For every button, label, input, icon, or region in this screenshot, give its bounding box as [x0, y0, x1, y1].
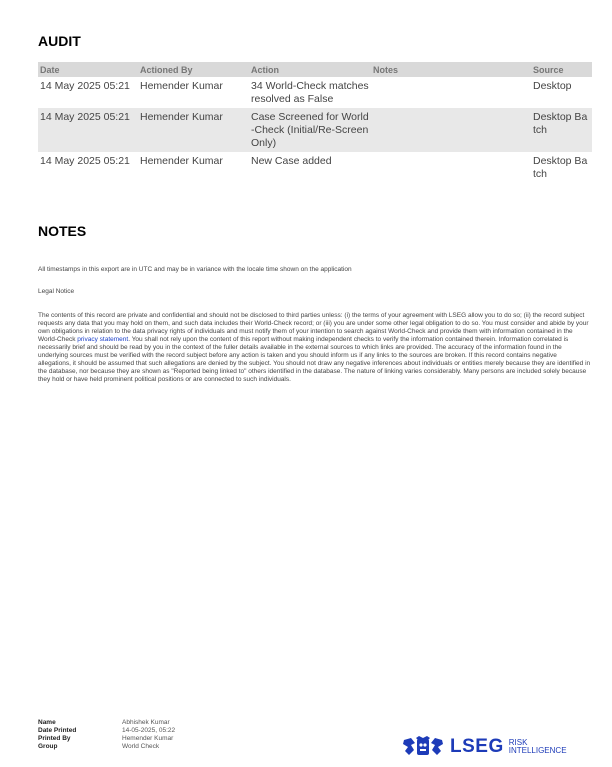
- timestamp-note: All timestamps in this export are in UTC and may be in variance with the locale time shown on the application: [38, 266, 352, 273]
- meta-label: Printed By: [38, 735, 71, 742]
- legal-text-part-2: . You shall not rely upon the content of this report without making independent checks to verify the information contained therein. Information correlated is necessarily brief and should be read by you in the context of the fuller details available in the external sources to which links are provided. The accuracy of the information found in the underlying sources must be verified with the record subject before any action is taken and you should inform us if any links to the sources are broken. If this record contains negative allegations, it should be assumed that such allegations are denied by the subject. You should not draw any negative inferences about individuals or entities merely because they are identified in the database, nor because they are shown as "Reported being linked to" others identified in the database. The nature of linking varies considerably. Many persons are included solely because they hold or have held prominent political positions or are connected to such individuals.: [38, 336, 591, 383]
- cell-action: New Case added: [251, 155, 332, 167]
- cell-notes: [371, 108, 531, 152]
- notes-section-title: NOTES: [38, 223, 87, 239]
- meta-value: Abhishek Kumar: [122, 719, 170, 726]
- table-row: [38, 152, 592, 183]
- meta-label: Name: [38, 719, 56, 726]
- cell-actioned-by: Hemender Kumar: [140, 155, 223, 167]
- cell-notes: [371, 77, 531, 108]
- cell-action: 34 World-Check matches resolved as False: [251, 80, 369, 105]
- audit-header-row: [38, 62, 592, 77]
- logo-wordmark: LSEG: [450, 736, 504, 757]
- audit-table: [38, 62, 592, 183]
- meta-value: Hemender Kumar: [122, 735, 174, 742]
- cell-source: Desktop Batch: [531, 108, 592, 152]
- lseg-logo: [402, 736, 567, 758]
- column-header-source: Source: [531, 62, 592, 77]
- audit-section-title: AUDIT: [38, 33, 81, 49]
- meta-label: Group: [38, 743, 58, 750]
- table-row: [38, 77, 592, 108]
- meta-label: Date Printed: [38, 727, 77, 734]
- cell-actioned-by: Hemender Kumar: [140, 80, 223, 92]
- logo-subtitle: [509, 739, 567, 755]
- column-header-date: Date: [38, 62, 138, 77]
- cell-date: 14 May 2025 05:21: [40, 80, 130, 92]
- meta-value: World Check: [122, 743, 160, 750]
- lion-crest-icon: [402, 736, 444, 758]
- meta-row-date-printed: [38, 727, 175, 735]
- privacy-statement-link[interactable]: privacy statement: [77, 336, 129, 343]
- cell-action: Case Screened for World-Check (Initial/Re-Screen Only): [249, 108, 371, 152]
- meta-row-group: [38, 743, 175, 751]
- cell-date: 14 May 2025 05:21: [38, 108, 138, 152]
- cell-source: Desktop Batch: [533, 155, 588, 180]
- meta-value: 14-05-2025, 05:22: [122, 727, 176, 734]
- table-row: [38, 108, 592, 152]
- cell-actioned-by: Hemender Kumar: [138, 108, 249, 152]
- column-header-actioned-by: Actioned By: [138, 62, 249, 77]
- legal-text-part-1: The contents of this record are private and confidential and should not be disclosed to third parties unless: (i) the terms of your agreement with LSEG allow you to do so; (ii) the record subject requests any data that you may hold on them, and such data includes their World-Check record; or (iii) you are under some other legal obligation to do so. You must consider and abide by your own obligations in relation to the data privacy rights of individuals and must notify them of your intention to search against World-Check and provide them with information contained in the World-Check: [38, 312, 589, 343]
- cell-source: Desktop: [533, 80, 572, 92]
- print-metadata: [38, 719, 175, 751]
- logo-subtitle-line-2: INTELLIGENCE: [508, 746, 567, 755]
- column-header-notes: Notes: [371, 62, 531, 77]
- meta-row-printed-by: [38, 735, 175, 743]
- column-header-action: Action: [249, 62, 371, 77]
- cell-notes: [371, 152, 531, 183]
- legal-notice-body: [38, 312, 591, 384]
- meta-row-name: [38, 719, 175, 727]
- cell-date: 14 May 2025 05:21: [40, 155, 130, 167]
- legal-notice-heading: Legal Notice: [38, 288, 75, 295]
- logo-subtitle-line-1: RISK: [508, 738, 528, 747]
